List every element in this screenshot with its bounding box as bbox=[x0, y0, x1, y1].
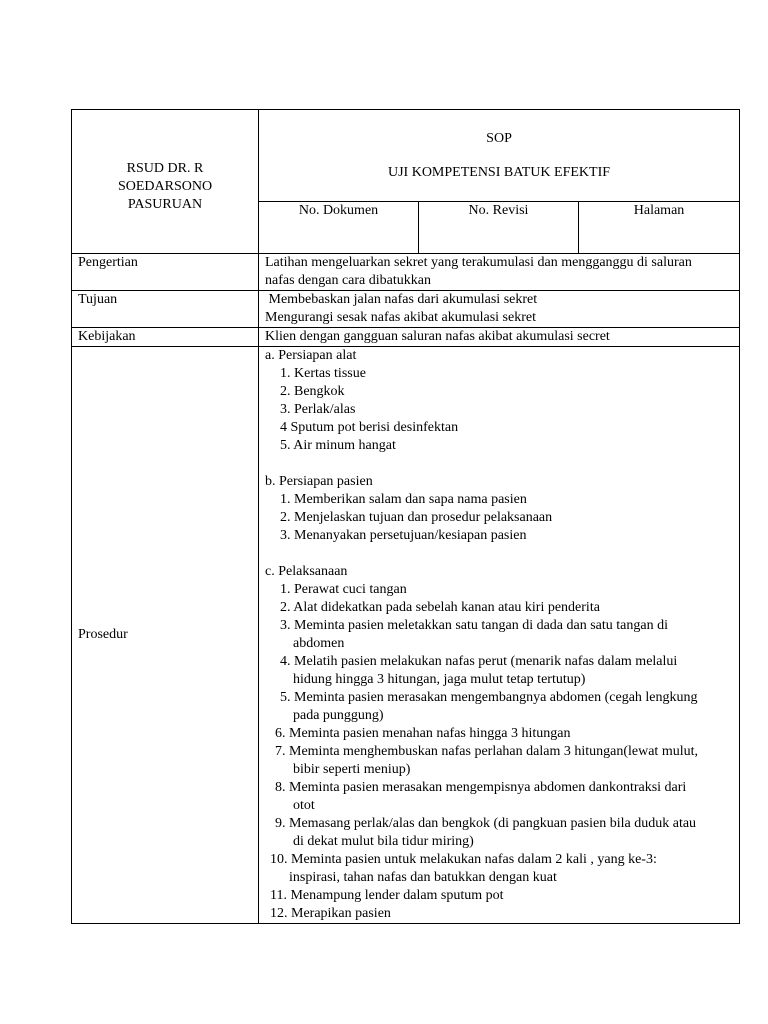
procedure-item: hidung hingga 3 hitungan, jaga mulut tetap tertutup) bbox=[293, 672, 586, 687]
procedure-item: 6. Meminta pasien menahan nafas hingga 3 hitungan bbox=[275, 726, 571, 741]
procedure-item: 3. Meminta pasien meletakkan satu tangan di dada dan satu tangan di bbox=[280, 618, 668, 633]
kebijakan-content: Klien dengan gangguan saluran nafas akibat akumulasi secret bbox=[259, 328, 740, 347]
procedure-item: 2. Alat didekatkan pada sebelah kanan atau kiri penderita bbox=[280, 600, 600, 615]
procedure-item: 8. Meminta pasien merasakan mengempisnya abdomen dankontraksi dari bbox=[275, 780, 687, 795]
tujuan-line: Membebaskan jalan nafas dari akumulasi sekret bbox=[265, 292, 538, 307]
procedure-item: 11. Menampung lender dalam sputum pot bbox=[270, 888, 504, 903]
institution-cell bbox=[72, 110, 259, 254]
section-c-list bbox=[265, 581, 733, 923]
section-a-title: a. Persiapan alat bbox=[265, 348, 357, 363]
procedure-item: bibir seperti meniup) bbox=[293, 762, 411, 777]
section-a-list bbox=[265, 365, 733, 455]
pengertian-content bbox=[259, 254, 740, 291]
procedure-item: 2. Menjelaskan tujuan dan prosedur pelaksanaan bbox=[280, 510, 553, 525]
section-c-title: c. Pelaksanaan bbox=[265, 564, 348, 579]
procedure-item: 1. Kertas tissue bbox=[280, 366, 366, 381]
procedure-item: inspirasi, tahan nafas dan batukkan dengan kuat bbox=[289, 870, 557, 885]
procedure-item: 1. Memberikan salam dan sapa nama pasien bbox=[280, 492, 527, 507]
pengertian-line: nafas dengan cara dibatukkan bbox=[265, 273, 431, 288]
section-b-title: b. Persiapan pasien bbox=[265, 474, 373, 489]
tujuan-line: Mengurangi sesak nafas akibat akumulasi sekret bbox=[265, 310, 536, 325]
prosedur-content bbox=[259, 347, 740, 924]
procedure-item: di dekat mulut bila tidur miring) bbox=[293, 834, 474, 849]
procedure-item: 2. Bengkok bbox=[280, 384, 345, 399]
tujuan-label: Tujuan bbox=[72, 291, 259, 328]
no-revisi-cell: No. Revisi bbox=[419, 202, 579, 254]
procedure-item: otot bbox=[293, 798, 315, 813]
procedure-item: 9. Memasang perlak/alas dan bengkok (di pangkuan pasien bila duduk atau bbox=[275, 816, 697, 831]
halaman-cell: Halaman bbox=[579, 202, 740, 254]
institution-name: RSUD DR. R SOEDARSONO bbox=[117, 160, 213, 194]
procedure-item: 4 Sputum pot berisi desinfektan bbox=[280, 420, 459, 435]
sop-table bbox=[71, 109, 740, 924]
procedure-item: 3. Perlak/alas bbox=[280, 402, 356, 417]
procedure-item: 1. Perawat cuci tangan bbox=[280, 582, 407, 597]
institution-city: PASURUAN bbox=[127, 196, 203, 212]
procedure-item: 7. Meminta menghembuskan nafas perlahan dalam 3 hitungan(lewat mulut, bbox=[275, 744, 698, 759]
pengertian-label: Pengertian bbox=[72, 254, 259, 291]
procedure-item: abdomen bbox=[293, 636, 345, 651]
section-b-list bbox=[265, 491, 733, 545]
procedure-item: pada punggung) bbox=[293, 708, 384, 723]
doc-type: SOP bbox=[486, 131, 512, 146]
procedure-item: 4. Melatih pasien melakukan nafas perut (menarik nafas dalam melalui bbox=[280, 654, 678, 669]
prosedur-label: Prosedur bbox=[72, 347, 259, 924]
title-cell bbox=[259, 110, 740, 202]
procedure-item: 5. Air minum hangat bbox=[280, 438, 396, 453]
procedure-item: 10. Meminta pasien untuk melakukan nafas dalam 2 kali , yang ke-3: bbox=[270, 852, 657, 867]
pengertian-line: Latihan mengeluarkan sekret yang terakumulasi dan mengganggu di saluran bbox=[265, 255, 692, 270]
kebijakan-label: Kebijakan bbox=[72, 328, 259, 347]
tujuan-content bbox=[259, 291, 740, 328]
procedure-item: 12. Merapikan pasien bbox=[270, 906, 391, 921]
procedure-item: 5. Meminta pasien merasakan mengembangnya abdomen (cegah lengkung bbox=[280, 690, 698, 705]
doc-title: UJI KOMPETENSI BATUK EFEKTIF bbox=[387, 165, 611, 180]
sop-document bbox=[71, 109, 739, 924]
no-dokumen-cell: No. Dokumen bbox=[259, 202, 419, 254]
procedure-item: 3. Menanyakan persetujuan/kesiapan pasien bbox=[280, 528, 527, 543]
